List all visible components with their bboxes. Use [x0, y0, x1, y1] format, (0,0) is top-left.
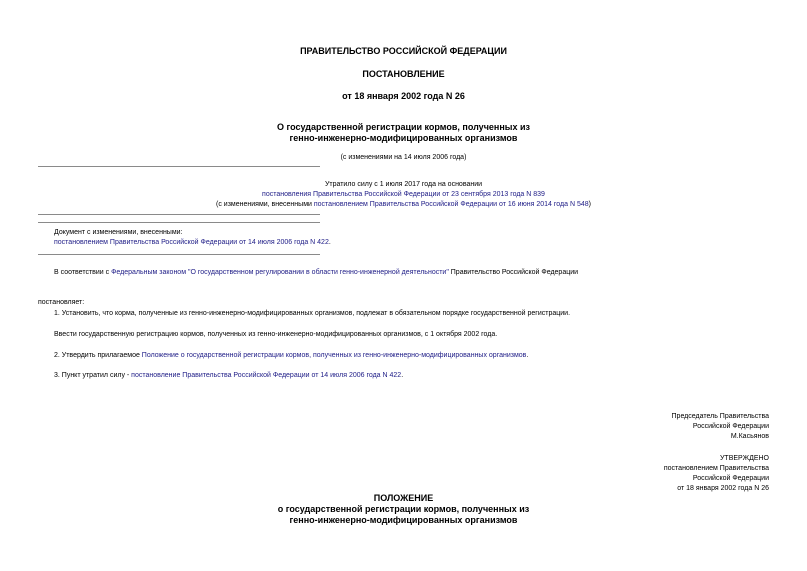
federal-law-link[interactable]: Федеральным законом "О государственном регулировании в области генно-инженерной деятельности": [111, 269, 449, 276]
changes-doc-after: .: [328, 239, 331, 246]
expiry-changes-prefix: (с изменениями, внесенными: [216, 201, 314, 208]
signature-name: М.Касьянов: [730, 433, 769, 440]
document-title-line1: О государственной регистрации кормов, полученных из: [277, 122, 530, 132]
signature-position: Председатель Правительства: [671, 413, 769, 420]
changes-note: (с изменениями на 14 июля 2006 года): [340, 154, 467, 161]
regulation-link[interactable]: Положение о государственной регистрации кормов, полученных из генно-инженерно-модифицированных организмов: [141, 352, 527, 359]
divider: [38, 166, 320, 167]
divider: [38, 214, 320, 215]
approved-line4: от 18 января 2002 года N 26: [677, 485, 769, 492]
divider: [38, 254, 320, 255]
document-date-number: от 18 января 2002 года N 26: [342, 91, 465, 101]
expiry-changes-line: [0, 200, 807, 209]
item-3-suffix: .: [401, 372, 404, 379]
expiry-note: Утратило силу с 1 июля 2017 года на основании: [324, 181, 483, 188]
changes-doc-line: [54, 238, 331, 247]
expiry-decree-link[interactable]: постановления Правительства Российской Федерации от 23 сентября 2013 года N 839: [262, 191, 545, 198]
item-2: [54, 351, 528, 360]
approved-line3: Российской Федерации: [692, 475, 769, 482]
expiry-link-line: [0, 190, 807, 199]
regulation-subtitle-line2: генно-инженерно-модифицированных организмов: [289, 515, 518, 525]
resolves-text: постановляет:: [38, 299, 85, 306]
item-3-prefix: 3. Пункт утратил силу -: [54, 372, 132, 379]
item-3: [54, 371, 403, 380]
changes-doc-label: Документ с изменениями, внесенными:: [54, 229, 183, 236]
approved-line2: постановлением Правительства: [663, 465, 769, 472]
document-type: ПОСТАНОВЛЕНИЕ: [362, 69, 445, 79]
item-2-suffix: .: [526, 352, 529, 359]
expiry-changes-suffix: ): [588, 201, 591, 208]
document-title-line2: генно-инженерно-модифицированных организмов: [289, 133, 518, 143]
regulation-subtitle-line1: о государственной регистрации кормов, полученных из: [277, 504, 530, 514]
preamble-suffix: Правительство Российской Федерации: [448, 269, 579, 276]
preamble: [54, 268, 578, 277]
approved-title: УТВЕРЖДЕНО: [719, 455, 769, 462]
signature-country: Российской Федерации: [692, 423, 769, 430]
item-2-prefix: 2. Утвердить прилагаемое: [54, 352, 142, 359]
expiry-changes-link[interactable]: постановлением Правительства Российской Федерации от 16 июня 2014 года N 548: [313, 201, 589, 208]
regulation-title: ПОЛОЖЕНИЕ: [373, 493, 434, 503]
government-name: ПРАВИТЕЛЬСТВО РОССИЙСКОЙ ФЕДЕРАЦИИ: [300, 46, 507, 56]
item-1: 1. Установить, что корма, полученные из генно-инженерно-модифицированных организмов, подлежат в обязательном порядке государственной регистрации.: [54, 310, 571, 317]
divider: [38, 222, 320, 223]
changes-doc-link[interactable]: постановлением Правительства Российской Федерации от 14 июля 2006 года N 422: [54, 239, 329, 246]
preamble-prefix: В соответствии с: [54, 269, 112, 276]
repealing-decree-link[interactable]: постановление Правительства Российской Федерации от 14 июля 2006 года N 422: [131, 372, 402, 379]
item-1b: Ввести государственную регистрацию кормов, полученных из генно-инженерно-модифицированных организмов, с 1 октября 2002 года.: [54, 331, 498, 338]
